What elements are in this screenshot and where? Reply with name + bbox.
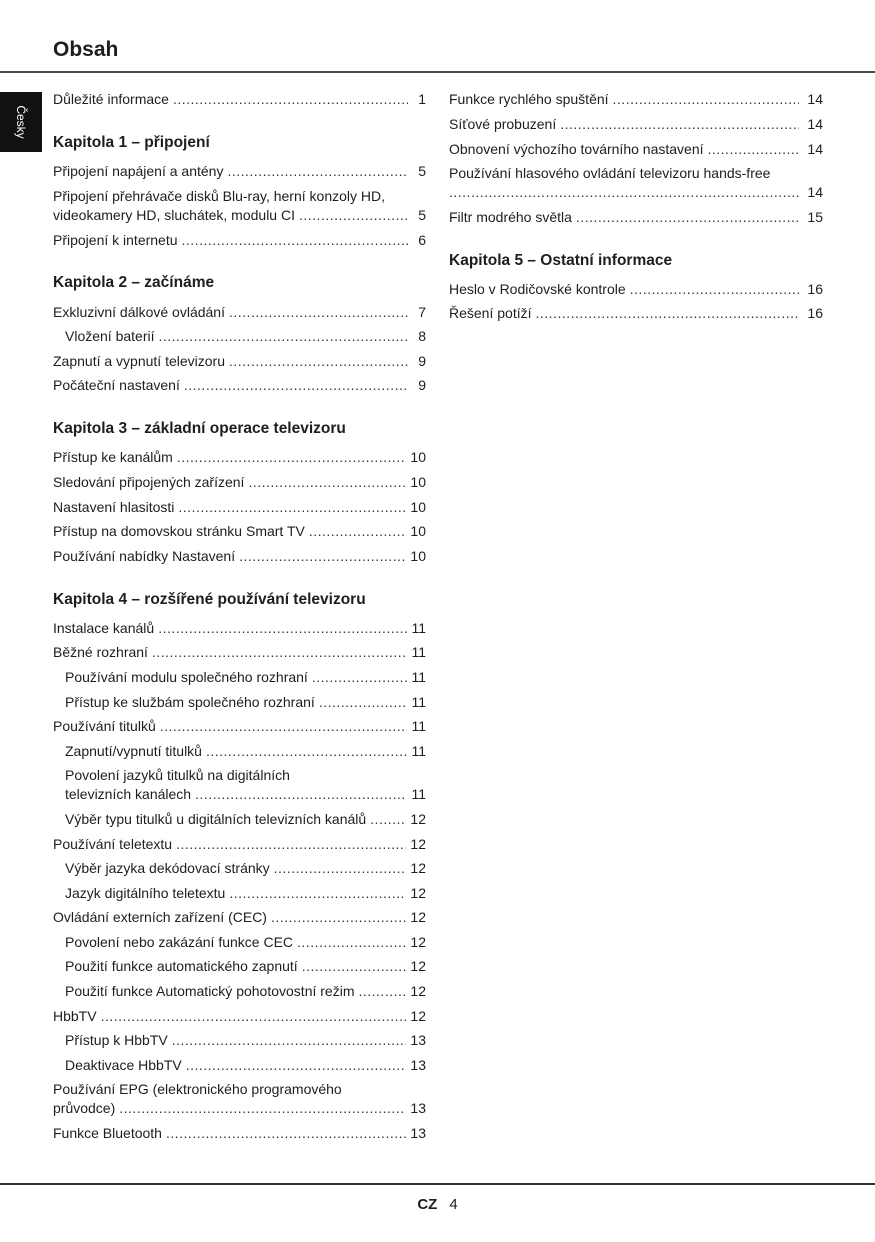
toc-entry[interactable] — [53, 1004, 426, 1029]
toc-page-number: 10 — [410, 449, 426, 466]
toc-entry[interactable] — [53, 690, 426, 715]
toc-entry-label: Řešení potíží — [449, 305, 532, 322]
toc-entry-line — [53, 1099, 426, 1118]
chapter-heading: Kapitola 5 – Ostatní informace — [449, 251, 673, 269]
toc-page-number: 12 — [410, 933, 426, 950]
toc-entry-label: průvodce) — [53, 1100, 116, 1117]
toc-page-number: 14 — [807, 116, 823, 133]
toc-entry-line — [65, 327, 426, 346]
toc-entry-label: Povolení jazyků titulků na digitálních — [65, 767, 290, 784]
toc-entry-line — [53, 908, 426, 927]
page-title: Obsah — [53, 38, 119, 61]
toc-entry-line — [65, 693, 426, 712]
toc-page-number: 10 — [410, 547, 426, 564]
toc-entry[interactable] — [53, 1028, 426, 1053]
toc-entry-label: Počáteční nastavení — [53, 377, 180, 394]
toc-entry-line — [53, 231, 426, 250]
toc-entry[interactable] — [53, 764, 426, 808]
toc-entry-label: Používání nabídky Nastavení — [53, 547, 236, 564]
toc-page-number: 13 — [410, 1125, 426, 1142]
dot-leader — [101, 1007, 407, 1026]
toc-entry-line — [53, 522, 426, 541]
toc-entry-line — [449, 208, 823, 227]
dot-leader — [274, 859, 407, 878]
toc-entry[interactable] — [53, 470, 426, 495]
toc-entry-label: Zapnutí a vypnutí televizoru — [53, 352, 225, 369]
toc-entry-label: Přístup ke kanálům — [53, 449, 173, 466]
toc-entry[interactable] — [449, 137, 823, 162]
toc-entry-label: Přístup ke službám společného rozhraní — [65, 693, 315, 710]
dot-leader — [227, 162, 408, 181]
toc-entry[interactable] — [53, 807, 426, 832]
toc-entry-label: Používání teletextu — [53, 835, 173, 852]
dot-leader — [708, 140, 800, 159]
toc-entry[interactable] — [53, 519, 426, 544]
toc-page-number: 13 — [410, 1100, 426, 1117]
toc-page-number: 12 — [410, 810, 426, 827]
toc-entry[interactable] — [53, 446, 426, 471]
toc-entry-label: Nastavení hlasitosti — [53, 498, 175, 515]
toc-page-number: 11 — [411, 742, 426, 759]
chapter-heading: Kapitola 3 – základní operace televizoru — [53, 420, 346, 438]
toc-entry-line — [53, 162, 426, 181]
toc-entry[interactable] — [449, 277, 823, 302]
toc-entry-line — [53, 206, 426, 225]
toc-page-number: 6 — [418, 231, 426, 248]
dot-leader — [613, 90, 799, 109]
toc-entry-line — [53, 473, 426, 492]
toc-entry-label: Výběr typu titulků u digitálních televizních kanálů — [65, 810, 367, 827]
toc-page-number: 12 — [410, 983, 426, 1000]
toc-entry[interactable] — [53, 300, 426, 325]
toc-entry-label: Důležité informace — [53, 91, 169, 108]
toc-entry-line — [53, 90, 426, 109]
toc-entry-label: Používání modulu společného rozhraní — [65, 668, 308, 685]
dot-leader — [119, 1099, 406, 1118]
toc-entry[interactable] — [53, 374, 426, 399]
language-tab-label: Česky — [14, 105, 28, 139]
dot-leader — [158, 619, 407, 638]
toc-entry-line — [53, 835, 426, 854]
toc-entry-line — [449, 115, 823, 134]
toc-entry-label: Sledování připojených zařízení — [53, 474, 245, 490]
toc-page-number: 16 — [807, 305, 823, 322]
dot-leader — [449, 183, 799, 202]
toc-page-number: 12 — [410, 958, 426, 975]
dot-leader — [576, 208, 799, 227]
toc-entry[interactable] — [53, 930, 426, 955]
toc-entry-line — [65, 982, 426, 1001]
toc-page-number: 16 — [807, 280, 823, 297]
toc-entry-line — [449, 140, 823, 159]
toc-page-number: 13 — [410, 1032, 426, 1049]
toc-entry-label: Běžné rozhraní — [53, 644, 148, 661]
toc-entry-label: HbbTV — [53, 1007, 97, 1024]
toc-entry[interactable] — [53, 184, 426, 228]
toc-page-number: 15 — [807, 208, 823, 225]
toc-entry-line — [65, 1031, 426, 1050]
toc-entry-label: Obnovení výchozího továrního nastavení — [449, 140, 704, 157]
page-number: 4 — [449, 1196, 458, 1213]
toc-page-number: 10 — [410, 523, 426, 540]
toc-page-number: 12 — [410, 1007, 426, 1024]
toc-entry[interactable] — [53, 616, 426, 641]
toc-page-number: 11 — [411, 668, 426, 685]
toc-entry-label: Jazyk digitálního teletextu — [65, 884, 226, 901]
dot-leader — [177, 448, 407, 467]
toc-entry-line — [53, 498, 426, 517]
toc-entry[interactable] — [53, 881, 426, 906]
toc-entry-line — [53, 643, 426, 662]
language-tab — [0, 92, 42, 152]
toc-page-number: 14 — [807, 140, 823, 157]
dot-leader — [370, 810, 406, 829]
toc-page-number: 12 — [410, 860, 426, 877]
toc-page-number: 11 — [411, 786, 426, 803]
toc-entry-label: Filtr modrého světla — [449, 208, 572, 225]
dot-leader — [178, 498, 406, 517]
toc-entry[interactable] — [449, 88, 823, 113]
toc-column-right — [449, 88, 823, 327]
dot-leader — [309, 522, 407, 541]
toc-entry-line — [53, 352, 426, 371]
toc-entry-line — [449, 183, 823, 202]
toc-entry[interactable] — [53, 88, 426, 113]
toc-entry-line — [65, 785, 426, 804]
toc-entry[interactable] — [53, 160, 426, 185]
toc-entry-line — [65, 884, 426, 903]
dot-leader — [186, 1056, 407, 1075]
dot-leader — [358, 982, 406, 1001]
dot-leader — [176, 835, 406, 854]
toc-page-number: 12 — [410, 909, 426, 926]
toc-page-number: 10 — [410, 498, 426, 515]
dot-leader — [229, 303, 408, 322]
toc-entry[interactable] — [449, 302, 823, 327]
toc-entry-line — [65, 933, 426, 952]
dot-leader — [299, 206, 408, 225]
toc-page-number: 14 — [807, 91, 823, 108]
toc-entry-line — [53, 717, 426, 736]
toc-entry-label: Použití funkce Automatický pohotovostní režim — [65, 983, 355, 1000]
toc-entry-label: Přístup na domovskou stránku Smart TV — [53, 523, 305, 540]
toc-entry[interactable] — [53, 832, 426, 857]
toc-page-number: 1 — [418, 91, 426, 108]
toc-entry-line — [53, 1124, 426, 1143]
dot-leader — [560, 115, 799, 134]
toc-entry-label: videokamery HD, sluchátek, modulu CI — [53, 207, 295, 224]
toc-entry-label: Instalace kanálů — [53, 619, 155, 636]
toc-entry[interactable] — [53, 856, 426, 881]
toc-entry-label: televizních kanálech — [65, 786, 192, 803]
toc-entry-line — [449, 304, 823, 323]
toc-page-number: 11 — [411, 718, 426, 735]
chapter-heading: Kapitola 4 – rozšířené používání televizoru — [53, 590, 366, 608]
chapter-heading: Kapitola 2 – začínáme — [53, 274, 215, 292]
toc-entry-line — [53, 547, 426, 566]
toc-page-number: 5 — [418, 163, 426, 180]
toc-entry-line — [53, 376, 426, 395]
toc-page-number: 14 — [807, 184, 823, 201]
toc-entry-line — [449, 90, 823, 109]
toc-page-number: 13 — [410, 1056, 426, 1073]
dot-leader — [159, 327, 409, 346]
toc-entry-label: Používání EPG (elektronického programového — [53, 1081, 342, 1098]
dot-leader — [302, 957, 407, 976]
page-footer — [0, 1196, 875, 1213]
toc-entry-line — [53, 303, 426, 322]
toc-page-number: 11 — [411, 619, 426, 636]
toc-entry-line — [449, 280, 823, 299]
dot-leader — [172, 1031, 407, 1050]
dot-leader — [166, 1124, 406, 1143]
toc-entry-label: Funkce Bluetooth — [53, 1125, 162, 1142]
toc-entry[interactable] — [449, 112, 823, 137]
toc-page-number: 8 — [418, 328, 426, 345]
toc-entry-label: Vložení baterií — [65, 328, 155, 345]
toc-entry[interactable] — [53, 544, 426, 569]
toc-entry-line — [65, 957, 426, 976]
toc-entry-label: Funkce rychlého spuštění — [449, 91, 609, 108]
toc-entry[interactable] — [53, 1121, 426, 1146]
toc-column-left — [53, 88, 426, 1146]
toc-entry[interactable] — [53, 665, 426, 690]
dot-leader — [229, 352, 408, 371]
toc-entry-line — [53, 619, 426, 638]
toc-entry[interactable] — [53, 979, 426, 1004]
dot-leader — [312, 668, 408, 687]
toc-entry-label: Povolení nebo zakázání funkce CEC — [65, 933, 294, 950]
dot-leader — [248, 473, 406, 492]
toc-page-number: 10 — [410, 474, 426, 490]
toc-page-number: 11 — [411, 693, 426, 710]
toc-entry-label: Ovládání externích zařízení (CEC) — [53, 909, 267, 926]
toc-entry-line — [65, 1056, 426, 1075]
toc-entry-label: Zapnutí/vypnutí titulků — [65, 742, 202, 759]
dot-leader — [206, 742, 407, 761]
dot-leader — [239, 547, 406, 566]
toc-entry-label: Výběr jazyka dekódovací stránky — [65, 860, 270, 877]
toc-page-number: 5 — [418, 207, 426, 224]
dot-leader — [173, 90, 408, 109]
toc-entry[interactable] — [53, 495, 426, 520]
toc-page-number: 11 — [411, 644, 426, 661]
toc-entry-line — [65, 810, 426, 829]
toc-entry-line — [65, 668, 426, 687]
toc-entry-label: Použití funkce automatického zapnutí — [65, 958, 298, 975]
toc-entry-label: Připojení přehrávače disků Blu-ray, herní konzoly HD, — [53, 188, 386, 205]
dot-leader — [271, 908, 406, 927]
toc-entry-label: Připojení napájení a antény — [53, 163, 224, 180]
toc-entry[interactable] — [53, 714, 426, 739]
dot-leader — [182, 231, 408, 250]
toc-page-number: 12 — [410, 884, 426, 901]
dot-leader — [229, 884, 406, 903]
toc-entry[interactable] — [53, 906, 426, 931]
toc-page-number: 9 — [418, 377, 426, 394]
toc-entry-label: Deaktivace HbbTV — [65, 1056, 182, 1073]
dot-leader — [184, 376, 408, 395]
header-divider — [0, 71, 875, 73]
dot-leader — [630, 280, 799, 299]
toc-entry[interactable] — [449, 161, 823, 205]
toc-entry[interactable] — [53, 641, 426, 666]
toc-page-number: 7 — [418, 303, 426, 320]
toc-entry-line — [53, 448, 426, 467]
chapter-heading: Kapitola 1 – připojení — [53, 134, 210, 152]
dot-leader — [536, 304, 800, 323]
toc-entry-label: Přístup k HbbTV — [65, 1032, 168, 1049]
toc-entry-label: Síťové probuzení — [449, 116, 557, 133]
dot-leader — [297, 933, 406, 952]
toc-entry-label: Exkluzivní dálkové ovládání — [53, 303, 225, 320]
toc-entry-label: Používání hlasového ovládání televizoru hands-free — [449, 165, 771, 182]
toc-entry-line — [65, 742, 426, 761]
toc-entry-label: Používání titulků — [53, 718, 156, 735]
toc-entry[interactable] — [449, 205, 823, 230]
toc-entry-line — [65, 859, 426, 878]
dot-leader — [160, 717, 408, 736]
footer-divider — [0, 1183, 875, 1185]
footer-language-code: CZ — [417, 1196, 438, 1213]
toc-entry[interactable] — [53, 1078, 426, 1122]
dot-leader — [152, 643, 408, 662]
toc-entry[interactable] — [53, 324, 426, 349]
toc-entry[interactable] — [53, 739, 426, 764]
toc-entry-label: Heslo v Rodičovské kontrole — [449, 280, 626, 297]
dot-leader — [319, 693, 408, 712]
toc-page-number: 9 — [418, 352, 426, 369]
toc-entry[interactable] — [53, 1053, 426, 1078]
dot-leader — [195, 785, 407, 804]
toc-entry[interactable] — [53, 228, 426, 253]
toc-page-number: 12 — [410, 835, 426, 852]
toc-entry[interactable] — [53, 955, 426, 980]
toc-entry-label: Připojení k internetu — [53, 231, 178, 248]
toc-entry[interactable] — [53, 349, 426, 374]
toc-entry-line — [53, 1007, 426, 1026]
